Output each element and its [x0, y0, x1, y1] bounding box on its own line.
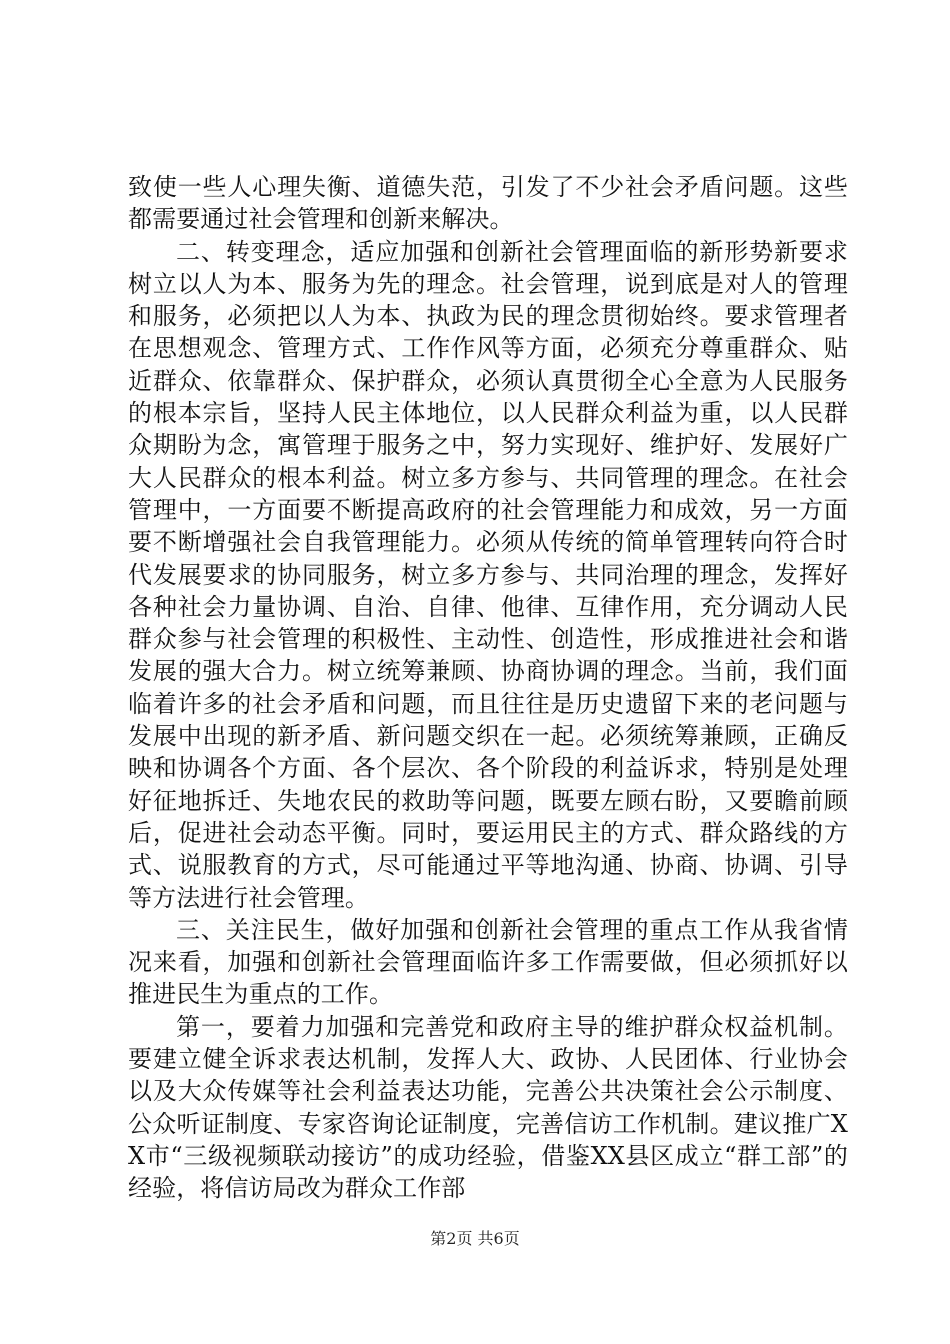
document-body — [128, 171, 848, 1205]
paragraph-section-two: 二、转变理念，适应加强和创新社会管理面临的新形势新要求树立以人为本、服务为先的理念。社会管理，说到底是对人的管理和服务，必须把以人为本、执政为民的理念贯彻始终。要求管理者在思想观念、管理方式、工作作风等方面，必须充分尊重群众、贴近群众、依靠群众、保护群众，必须认真贯彻全心全意为人民服务的根本宗旨，坚持人民主体地位，以人民群众利益为重，以人民群众期盼为念，寓管理于服务之中，努力实现好、维护好、发展好广大人民群众的根本利益。树立多方参与、共同管理的理念。在社会管理中，一方面要不断提高政府的社会管理能力和成效，另一方面要不断增强社会自我管理能力。必须从传统的简单管理转向符合时代发展要求的协同服务，树立多方参与、共同治理的理念，发挥好各种社会力量协调、自治、自律、他律、互律作用，充分调动人民群众参与社会管理的积极性、主动性、创造性，形成推进社会和谐发展的强大合力。树立统筹兼顾、协商协调的理念。当前，我们面临着许多的社会矛盾和问题，而且往往是历史遗留下来的老问题与发展中出现的新矛盾、新问题交织在一起。必须统筹兼顾，正确反映和协调各个方面、各个层次、各个阶段的利益诉求，特别是处理好征地拆迁、失地农民的救助等问题，既要左顾右盼，又要瞻前顾后，促进社会动态平衡。同时，要运用民主的方式、群众路线的方式、说服教育的方式，尽可能通过平等地沟通、协商、协调、引导等方法进行社会管理。 — [128, 237, 848, 912]
paragraph-continuation: 致使一些人心理失衡、道德失范，引发了不少社会矛盾问题。这些都需要通过社会管理和创新来解决。 — [128, 173, 848, 234]
paragraph-section-three: 三、关注民生，做好加强和创新社会管理的重点工作从我省情况来看，加强和创新社会管理面临许多工作需要做，但必须抓好以推进民生为重点的工作。 — [128, 915, 848, 1009]
page-number-footer: 第2页 共6页 — [430, 1229, 520, 1248]
paragraph-first-point: 第一，要着力加强和完善党和政府主导的维护群众权益机制。要建立健全诉求表达机制，发挥人大、政协、人民团体、行业协会以及大众传媒等社会利益表达功能，完善公共决策社会公示制度、公众听证制度、专家咨询论证制度，完善信访工作机制。建议推广XX市“三级视频联动接访”的成功经验，借鉴XX县区成立“群工部”的经验，将信访局改为群众工作部 — [128, 1012, 848, 1203]
